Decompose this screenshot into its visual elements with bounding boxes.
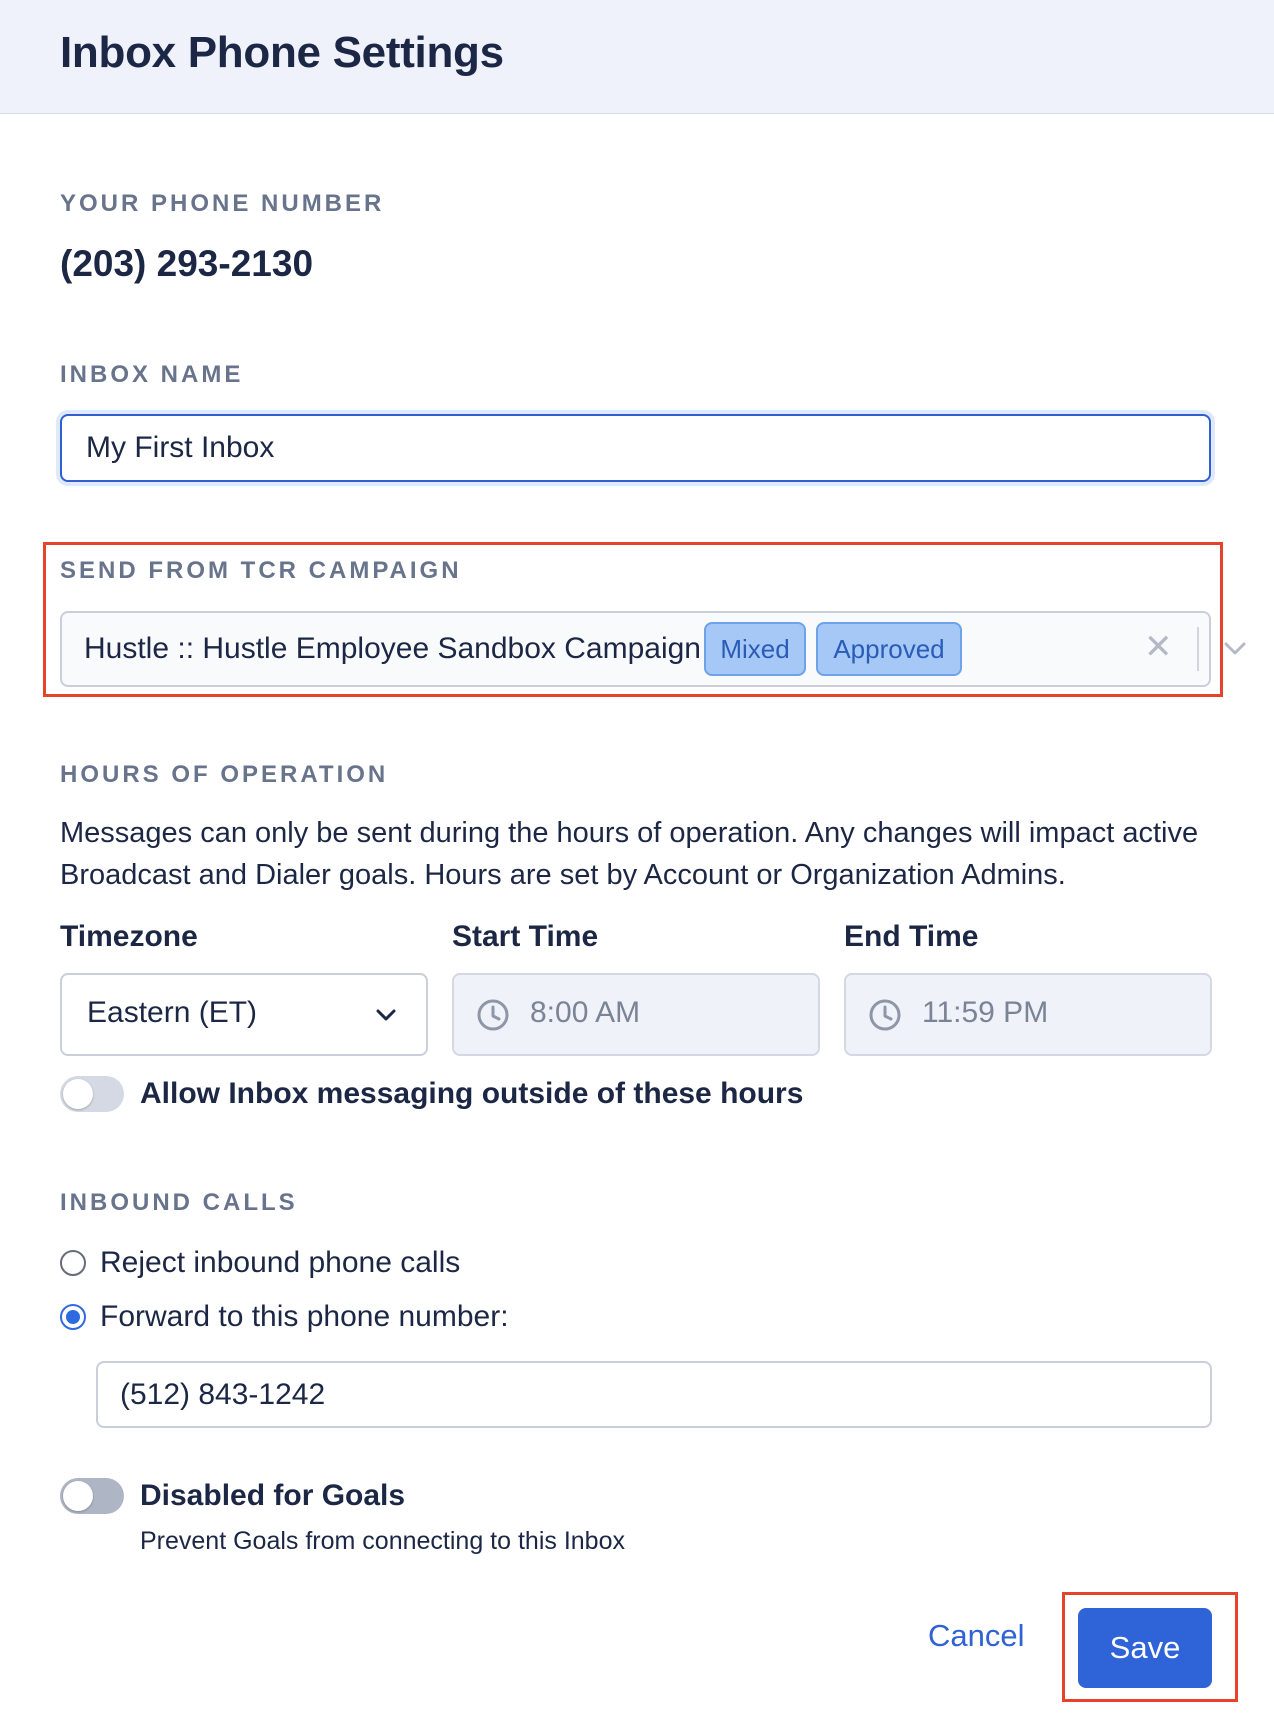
disabled-for-goals-toggle[interactable] xyxy=(60,1478,124,1514)
end-time-input xyxy=(844,973,1212,1056)
chevron-down-icon[interactable] xyxy=(1222,635,1248,661)
forward-calls-label[interactable]: Forward to this phone number: xyxy=(100,1300,509,1333)
disabled-for-goals-description: Prevent Goals from connecting to this Inbox xyxy=(140,1527,625,1555)
disabled-for-goals-label: Disabled for Goals xyxy=(140,1479,406,1512)
timezone-label: Timezone xyxy=(60,920,198,953)
inbox-name-label: INBOX NAME xyxy=(60,361,244,388)
timezone-select[interactable] xyxy=(60,973,428,1056)
toggle-knob xyxy=(63,1481,93,1511)
save-button[interactable]: Save xyxy=(1078,1608,1212,1688)
start-time-value: 8:00 AM xyxy=(530,996,641,1029)
hours-description: Messages can only be sent during the hours of operation. Any changes will impact active Broadcast and Dialer goals. Hours are set by Account or Organization Admins. xyxy=(60,817,1199,891)
phone-number-label: YOUR PHONE NUMBER xyxy=(60,190,385,217)
clock-icon xyxy=(868,998,902,1032)
campaign-select-value: Hustle :: Hustle Employee Sandbox Campaign xyxy=(84,632,701,665)
page-title: Inbox Phone Settings xyxy=(60,28,504,77)
reject-calls-radio[interactable] xyxy=(60,1250,86,1276)
inbox-name-input[interactable] xyxy=(60,414,1211,482)
reject-calls-label[interactable]: Reject inbound phone calls xyxy=(100,1246,461,1279)
cancel-button[interactable]: Cancel xyxy=(918,1610,1035,1662)
timezone-value: Eastern (ET) xyxy=(87,996,258,1029)
forward-number-input[interactable] xyxy=(96,1361,1212,1428)
start-time-label: Start Time xyxy=(452,920,599,953)
dialog-header xyxy=(0,0,1274,114)
end-time-value: 11:59 PM xyxy=(922,996,1049,1029)
close-icon[interactable]: ✕ xyxy=(1144,628,1173,666)
campaign-tag-mixed: Mixed xyxy=(704,622,806,676)
allow-outside-hours-label: Allow Inbox messaging outside of these hours xyxy=(140,1077,804,1110)
hours-label: HOURS OF OPERATION xyxy=(60,761,389,788)
campaign-select[interactable] xyxy=(60,611,1211,687)
select-divider xyxy=(1197,627,1199,671)
toggle-knob xyxy=(63,1079,93,1109)
end-time-label: End Time xyxy=(844,920,979,953)
clock-icon xyxy=(476,998,510,1032)
allow-outside-hours-toggle[interactable] xyxy=(60,1076,124,1112)
chevron-down-icon xyxy=(374,1003,398,1027)
forward-calls-radio[interactable] xyxy=(60,1304,86,1330)
phone-number-value: (203) 293-2130 xyxy=(60,243,314,284)
start-time-input xyxy=(452,973,820,1056)
campaign-label: SEND FROM TCR CAMPAIGN xyxy=(60,557,462,584)
inbound-calls-label: INBOUND CALLS xyxy=(60,1189,298,1216)
campaign-tag-approved: Approved xyxy=(816,622,962,676)
